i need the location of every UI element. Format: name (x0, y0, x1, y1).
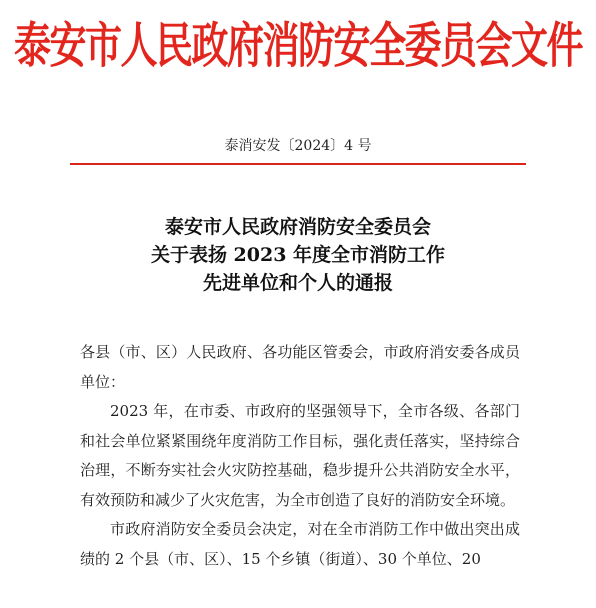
paragraph-1: 2023 年，在市委、市政府的坚强领导下，全市各级、各部门和社会单位紧紧围绕年度消防工作目标，强化责任落实，坚持综合治理，不断夯实社会火灾防控基础，稳步提升公共消防安全水平，有效预防和减少了火灾危害，为全市创造了良好的消防安全环境。 (80, 402, 520, 509)
title-line-3: 先进单位和个人的通报 (202, 272, 393, 294)
document-body (80, 338, 520, 574)
salutation: 各县（市、区）人民政府、各功能区管委会，市政府消安委各成员单位： (80, 343, 520, 391)
document-title (0, 213, 596, 297)
title-line-2: 关于表扬 2023 年度全市消防工作 (150, 244, 446, 266)
red-divider-line (70, 163, 526, 165)
title-line-1: 泰安市人民政府消防安全委员会 (164, 216, 431, 238)
document-number: 泰消安发〔2024〕4 号 (224, 138, 372, 154)
document-masthead: 泰安市人民政府消防安全委员会文件 (14, 16, 582, 74)
paragraph-2: 市政府消防安全委员会决定，对在全市消防工作中做出突出成绩的 2 个县（市、区）、15 个乡镇（街道）、30 个单位、20 (80, 520, 520, 568)
